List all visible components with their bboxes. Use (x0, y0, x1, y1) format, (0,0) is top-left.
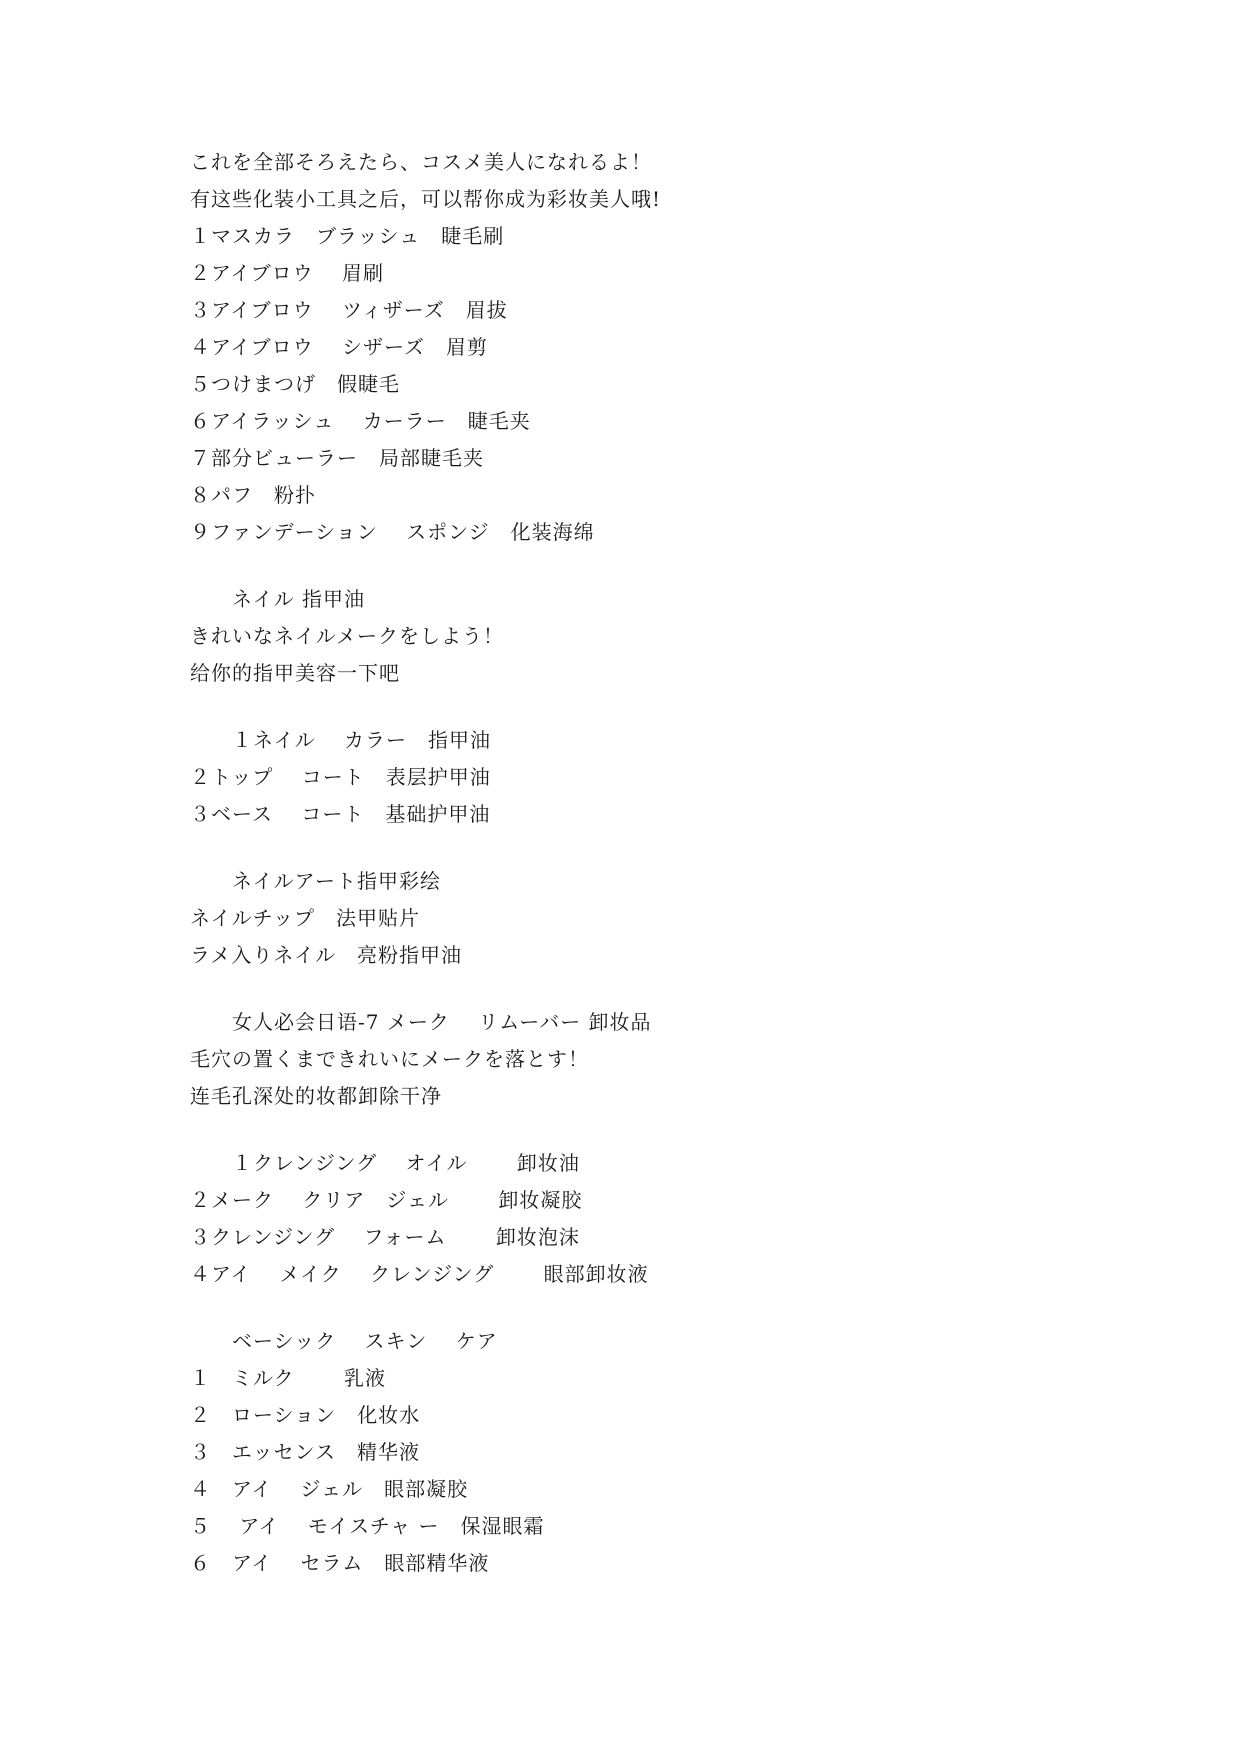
list-item-cleansing-oil: １クレンジング オイル 卸妆油 (190, 1151, 580, 1175)
list-item-mascara-brush: １マスカラ ブラッシュ 睫毛刷 (190, 224, 505, 248)
list-item-nail-tip: ネイルチップ 法甲贴片 (190, 906, 420, 930)
list-item-eyebrow-scissors: ４アイブロウ シザーズ 眉剪 (190, 335, 488, 359)
nail-intro-jp: きれいなネイルメークをしよう！ (190, 624, 504, 648)
section-heading-nail: ネイル 指甲油 (190, 587, 365, 611)
list-item-false-eyelashes: ５つけまつげ 假睫毛 (190, 372, 400, 396)
list-item-foundation-sponge: ９ファンデーション スポンジ 化装海绵 (190, 520, 595, 544)
list-item-eye-gel: ４ アイ ジェル 眼部凝胶 (190, 1477, 469, 1501)
list-item-essence: ３ エッセンス 精华液 (190, 1440, 420, 1464)
list-item-eye-serum: ６ アイ セラム 眼部精华液 (190, 1551, 490, 1575)
nail-intro-cn: 给你的指甲美容一下吧 (190, 661, 400, 685)
list-item-nail-color: １ネイル カラー 指甲油 (190, 728, 491, 752)
section-heading-nail-art: ネイルアート指甲彩绘 (190, 869, 441, 893)
section-heading-makeup-remover: 女人必会日语-7 メーク リムーバー 卸妆品 (190, 1010, 652, 1034)
list-item-eyebrow-brush: ２アイブロウ 眉刷 (190, 261, 384, 285)
list-item-eyebrow-tweezers: ３アイブロウ ツィザーズ 眉拔 (190, 298, 508, 322)
list-item-base-coat: ３ベース コート 基础护甲油 (190, 802, 491, 826)
section-heading-basic-skincare: ベーシック スキン ケア (190, 1329, 498, 1353)
list-item-partial-curler: ７部分ビューラー 局部睫毛夹 (190, 446, 484, 470)
list-item-top-coat: ２トップ コート 表层护甲油 (190, 765, 491, 789)
list-item-eye-makeup-cleansing: ４アイ メイク クレンジング 眼部卸妆液 (190, 1262, 649, 1286)
list-item-makeup-clear-gel: ２メーク クリア ジェル 卸妆凝胶 (190, 1188, 583, 1212)
list-item-eye-moisture: ５ アイ モイスチャ ー 保湿眼霜 (190, 1514, 545, 1538)
list-item-puff: ８パフ 粉扑 (190, 483, 316, 507)
cosmetics-intro-cn: 有这些化装小工具之后，可以帮你成为彩妆美人哦! (190, 187, 662, 211)
list-item-lotion: ２ ローション 化妆水 (190, 1403, 421, 1427)
list-item-milk: １ ミルク 乳液 (190, 1366, 386, 1390)
list-item-eyelash-curler: ６アイラッシュ カーラー 睫毛夹 (190, 409, 531, 433)
remover-intro-jp: 毛穴の置くまできれいにメークを落とす！ (190, 1047, 589, 1071)
remover-intro-cn: 连毛孔深处的妆都卸除干净 (190, 1084, 442, 1108)
list-item-glitter-nail: ラメ入りネイル 亮粉指甲油 (190, 943, 462, 967)
cosmetics-intro-jp: これを全部そろえたら、コスメ美人になれるよ！ (190, 150, 652, 174)
list-item-cleansing-foam: ３クレンジング フォーム 卸妆泡沫 (190, 1225, 580, 1249)
